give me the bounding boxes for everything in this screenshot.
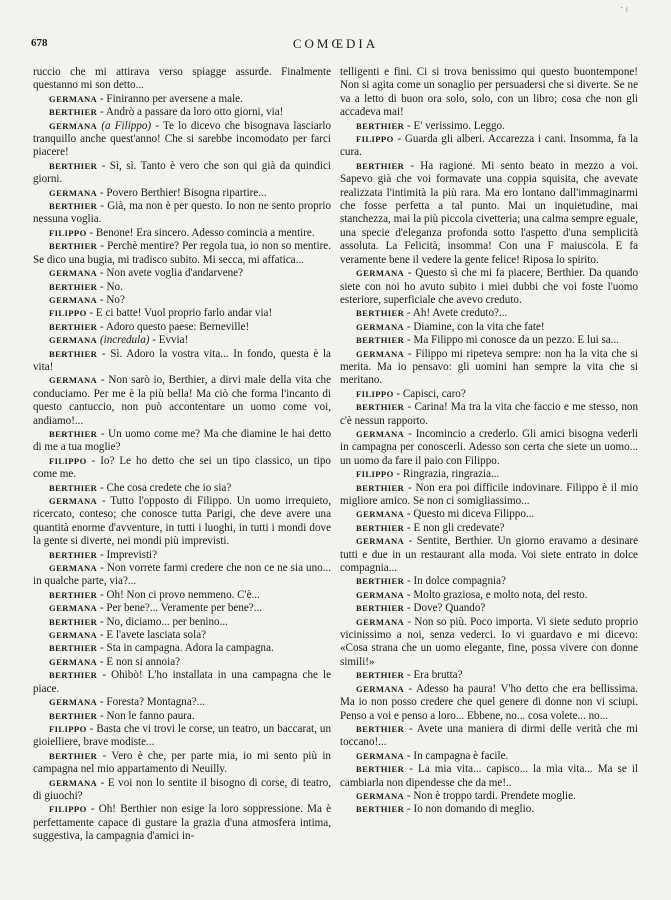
speaker-name: GERMANA <box>356 321 405 332</box>
dialogue-line: FILIPPO - Io? Le ho detto che sei un tipo classico, un tipo come me. <box>33 454 331 481</box>
speaker-name: GERMANA <box>49 697 98 708</box>
dialogue-line: BERTHIER - E non gli credevate? <box>356 521 505 534</box>
dialogue-line: GERMANA - Per bene?... Veramente per bene?... <box>49 602 263 615</box>
dialogue-line: BERTHIER - Oh! Non ci provo nemmeno. C'è... <box>49 588 260 601</box>
line-text: Oh! Berthier non esige la loro soppressione. Ma è perfettamente capace di gustare la grazia d'una atmosfera intima, suggestiva, la campagnia d'amici in- <box>33 803 331 843</box>
line-text: E non si annoia? <box>106 655 181 668</box>
dialogue-line: GERMANA (incredula) - Evvia! <box>49 334 189 347</box>
dialogue-line: GERMANA - E voi non lo sentite il bisogno di corse, di teatro, di giuochi? <box>33 776 331 802</box>
line-text: Io? Le ho detto che sei un tipo classico, un tipo come me. <box>33 454 331 481</box>
line-text: Dove? Quando? <box>413 602 486 615</box>
speaker-name: FILIPPO <box>49 308 87 319</box>
dialogue-line: GERMANA - Filippo mi ripeteva sempre: non ha la vita che si merita. Ma io pensavo: gli uomini han sempre la vita che si meritano. <box>340 347 638 387</box>
speaker-name: FILIPPO <box>49 723 87 734</box>
speaker-name: FILIPPO <box>356 388 394 399</box>
line-text: Sì, sì. Tanto è vero che son qui già da quindici giorni. <box>33 159 331 186</box>
speaker-name: BERTHIER <box>356 482 405 493</box>
dialogue-line: BERTHIER - Vero è che, per parte mia, io mi sento più in campagna nel mio appartamento di Neuilly. <box>33 749 331 776</box>
stage-direction: (a Filippo) <box>101 119 152 132</box>
dialogue-line: GERMANA - Finiranno per aversene a male. <box>49 92 243 105</box>
line-text: E' verissimo. Leggo. <box>413 119 505 132</box>
line-text: Capisci, caro? <box>402 387 466 400</box>
speaker-name: BERTHIER <box>49 616 98 627</box>
line-text: Non avete voglia d'andarvene? <box>106 267 244 280</box>
line-text: Sta in campagna. Adora la campagna. <box>106 642 274 655</box>
dialogue-line: BERTHIER - Non era poi difficile indovinare. Filippo è il mio migliore amico. Se non ci somigliassimo... <box>340 481 638 507</box>
dialogue-line: BERTHIER - Perchè mentire? Per regola tua, io non so mentire. Se dico una bugia, mi tradisco subito. Mi secca, mi affatica... <box>33 240 331 266</box>
line-text: Benone! Era sincero. Adesso comincia a mentire. <box>95 226 315 239</box>
dialogue-line: FILIPPO - Benone! Era sincero. Adesso comincia a mentire. <box>49 226 315 239</box>
speaker-name: BERTHIER <box>49 321 98 332</box>
line-text: Povero Berthier! Bisogna ripartire... <box>106 186 267 199</box>
dialogue-line: GERMANA - Non sarò io, Berthier, a dirvi male della vita che conduciamo. Per me è la più bella! Ma ciò che forma l'incanto di questo cantuccio, non può accontentare un uomo come voi, andiamo!... <box>33 374 331 427</box>
line-text: Era brutta? <box>413 669 463 682</box>
dialogue-line: GERMANA - No? <box>49 293 125 306</box>
speaker-name: FILIPPO <box>49 455 87 466</box>
speaker-name: FILIPPO <box>49 227 87 238</box>
line-text: Te lo dicevo che bisognava lasciarlo tranquillo anche quest'anno! Che si sarebbe incomodato per farci piacere! <box>33 119 332 159</box>
dialogue-line: FILIPPO - Oh! Berthier non esige la loro soppressione. Ma è perfettamente capace di gustare la grazia d'una atmosfera intima, suggestiva, la campagnia d'amici in- <box>33 803 331 843</box>
dialogue-line: GERMANA - Sentite, Berthier. Un giorno eravamo a desinare tutti e due in un restaurant alla moda. Voi siete entrato in dolce compagnia... <box>340 535 638 575</box>
line-text: Ohibò! L'ho installata in una campagna che le piace. <box>33 669 331 695</box>
speaker-name: GERMANA <box>356 616 405 627</box>
speaker-name: BERTHIER <box>356 335 405 346</box>
speaker-name: BERTHIER <box>49 670 98 681</box>
line-text: Già, ma non è per questo. Io non ne sento proprio nessuna voglia. <box>33 200 331 226</box>
line-text: E voi non lo sentite il bisogno di corse, di teatro, di giuochi? <box>33 776 331 802</box>
dialogue-line: FILIPPO - Basta che vi trovi le corse, un teatro, un baccarat, un gioielliere, brave modiste... <box>33 722 331 749</box>
line-text: E l'avete lasciata sola? <box>106 629 207 642</box>
dialogue-line: FILIPPO - Capisci, caro? <box>356 387 466 400</box>
speaker-name: BERTHIER <box>49 241 98 252</box>
dialogue-line: GERMANA - Non è troppo tardi. Prendete moglie. <box>356 789 576 802</box>
dialogue-line <box>33 66 331 93</box>
dialogue-line: BERTHIER - Adoro questo paese: Berneville! <box>49 320 250 333</box>
dialogue-line: GERMANA - Foresta? Montagna?... <box>49 696 205 709</box>
line-text: Ma Filippo mi conosce da un pezzo. E lui sa... <box>413 334 620 347</box>
speaker-name: GERMANA <box>49 496 98 506</box>
speaker-name: GERMANA <box>49 335 98 346</box>
dialogue-line: BERTHIER - Ohibò! L'ho installata in una campagna che le piace. <box>33 669 331 695</box>
speaker-name: GERMANA <box>356 589 405 600</box>
speaker-name: BERTHIER <box>356 764 405 775</box>
line-text: E ci batte! Vuol proprio farlo andar via! <box>95 307 273 320</box>
line-text: Molto graziosa, e molto nota, del resto. <box>413 588 588 601</box>
speaker-name: GERMANA <box>356 790 405 801</box>
speaker-name: GERMANA <box>49 777 98 788</box>
dialogue-line: BERTHIER - Che cosa credete che io sia? <box>49 481 232 494</box>
dialogue-line: BERTHIER - Ma Filippo mi conosce da un pezzo. E lui sa... <box>356 334 620 347</box>
line-text: Andrò a passare da loro otto giorni, via! <box>105 106 284 119</box>
speaker-name: BERTHIER <box>356 402 405 413</box>
dialogue-line: BERTHIER - Non le fanno paura. <box>49 709 195 722</box>
line-text: Adoro questo paese: Berneville! <box>105 320 250 333</box>
line-text: In campagna è facile. <box>413 749 509 762</box>
speaker-name: BERTHIER <box>356 522 405 533</box>
dialogue-line: BERTHIER - La mia vita... capisco... la mia vita... Ma se il cambiarla non dipendesse che da me!.. <box>340 763 638 789</box>
speaker-name: BERTHIER <box>49 589 98 600</box>
speaker-name: GERMANA <box>49 120 98 131</box>
line-text: Finiranno per aversene a male. <box>106 92 243 105</box>
dialogue-line: GERMANA - E l'avete lasciata sola? <box>49 629 207 642</box>
speaker-name: FILIPPO <box>356 469 394 480</box>
line-text: Vero è che, per parte mia, io mi sento più in campagna nel mio appartamento di Neuilly. <box>33 749 331 776</box>
dialogue-line: GERMANA - Non so più. Poco importa. Vi siete seduto proprio vicinissimo a noi, senza vederci. Io vi guardavo e mi dicevo: «Cosa strana che un uomo elegante, fine, possa vivere con donne simili!» <box>340 615 638 668</box>
dialogue-line: GERMANA - E non si annoia? <box>49 655 181 668</box>
speaker-name: GERMANA <box>49 93 98 104</box>
line-text: Io non domando di meglio. <box>413 803 535 816</box>
dialogue-line: GERMANA - Tutto l'opposto di Filippo. Un uomo irrequieto, ricercato, conteso; che conosce tutta Parigi, che deve avere una quantità enorme d'avventure, in tutti i luoghi, in tutti i mondi dove la gente si diverte, nei mondi più imprevisti. <box>33 495 332 548</box>
speaker-name: GERMANA <box>49 630 98 641</box>
dialogue-line: GERMANA - Diamine, con la vita che fate! <box>356 320 545 333</box>
line-text: Imprevisti? <box>106 548 158 561</box>
speaker-name: BERTHIER <box>49 428 98 439</box>
dialogue-line <box>340 66 638 120</box>
running-title: COMŒDIA <box>292 36 379 51</box>
speaker-name: BERTHIER <box>356 308 405 319</box>
line-text: Che cosa credete che io sia? <box>106 481 232 494</box>
line-text: Per bene?... Veramente per bene?... <box>106 602 263 615</box>
line-text: Perchè mentire? Per regola tua, io non so mentire. Se dico una bugia, mi tradisco subito. Mi secca, mi affatica... <box>33 240 331 266</box>
line-text: Questo sì che mi fa piacere, Berthier. Da quando siete con noi ho avuto subito i miei dubbi che voi foste l'uomo esteriore, superficiale che avevo creduto. <box>340 267 639 306</box>
dialogue-line: GERMANA - In campagna è facile. <box>356 749 509 762</box>
line-text: Non sarò io, Berthier, a dirvi male della vita che conduciamo. Per me è la più bella! Ma ciò che forma l'incanto di questo cantuccio, non può accontentare un uomo come voi, andiamo!... <box>33 374 331 427</box>
dialogue-line: GERMANA - Incomincio a crederlo. Gli amici bisogna vederli in campagna per conoscerli. Adesso son certa che siete un uomo... un uomo da fare il paio con Filippo. <box>340 427 638 467</box>
dialogue-line: GERMANA (a Filippo) - Te lo dicevo che bisognava lasciarlo tranquillo anche quest'anno! Che si sarebbe incomodato per farci piacere! <box>33 119 332 159</box>
line-text: Incomincio a crederlo. Gli amici bisogna vederli in campagna per conoscerli. Adesso son certa che siete un uomo... un uomo da fare il paio con Filippo. <box>340 427 638 467</box>
stage-direction: (incredula) <box>99 334 150 347</box>
speaker-name: BERTHIER <box>49 482 98 493</box>
dialogue-line: BERTHIER - Imprevisti? <box>49 548 158 561</box>
line-text: Diamine, con la vita che fate! <box>413 320 545 333</box>
dialogue-line: GERMANA - Molto graziosa, e molto nota, del resto. <box>356 588 588 601</box>
speaker-name: GERMANA <box>49 375 98 386</box>
line-text: Questo mi diceva Filippo... <box>413 508 535 521</box>
speaker-name: BERTHIER <box>356 120 405 131</box>
line-text: In dolce compagnia? <box>413 575 506 588</box>
left-column <box>33 66 331 844</box>
line-text: Foresta? Montagna?... <box>106 696 205 709</box>
line-text: No, diciamo... per benino... <box>106 615 228 628</box>
speaker-name: BERTHIER <box>49 348 98 359</box>
right-column <box>340 66 638 817</box>
line-text: Carina! Ma tra la vita che faccio e me stesso, non c'è nessun rapporto. <box>340 401 638 427</box>
line-text: Evvia! <box>158 334 189 347</box>
speaker-name: BERTHIER <box>49 107 98 118</box>
dialogue-line: GERMANA - Povero Berthier! Bisogna ripartire... <box>49 186 267 199</box>
dialogue-line: BERTHIER - Io non domando di meglio. <box>356 803 535 816</box>
line-text: Non le fanno paura. <box>106 709 195 722</box>
line-text: Sentite, Berthier. Un giorno eravamo a desinare tutti e due in un restaurant alla moda. Voi siete entrato in dolce compagnia... <box>340 535 638 575</box>
speaker-name: GERMANA <box>49 603 98 614</box>
speaker-name: BERTHIER <box>356 723 405 734</box>
line-text: Filippo mi ripeteva sempre: non ha la vita che si merita. Ma io pensavo: gli uomini han sempre la vita che si meritano. <box>340 347 638 387</box>
speaker-name: BERTHIER <box>356 603 405 614</box>
line-text: Non so più. Poco importa. Vi siete seduto proprio vicinissimo a noi, senza vederci. Io vi guardavo e mi dicevo: «Cosa strana che un uomo elegante, fine, possa vivere con donne simili!» <box>340 615 638 668</box>
line-text: E non gli credevate? <box>413 521 505 534</box>
speaker-name: BERTHIER <box>356 160 405 171</box>
speaker-name: BERTHIER <box>49 549 98 560</box>
speaker-name: FILIPPO <box>49 804 87 815</box>
line-text: Guarda gli alberi. Accarezza i cani. Insomma, fa la cura. <box>340 133 638 159</box>
line-text: Ah! Avete creduto?... <box>412 307 508 320</box>
speaker-name: BERTHIER <box>49 643 98 654</box>
dialogue-line: BERTHIER - Era brutta? <box>356 669 463 682</box>
speaker-name: GERMANA <box>356 348 405 359</box>
line-text: Un uomo come me? Ma che diamine le hai detto di me a tua moglie? <box>33 427 331 454</box>
dialogue-line: BERTHIER - Dove? Quando? <box>356 602 486 615</box>
speaker-name: GERMANA <box>356 750 405 761</box>
line-text: Ringrazia, ringrazia... <box>402 468 500 481</box>
speaker-name: BERTHIER <box>49 160 98 171</box>
speaker-name: GERMANA <box>356 683 405 694</box>
dialogue-line: BERTHIER - No. <box>49 280 123 293</box>
dialogue-line: FILIPPO - Guarda gli alberi. Accarezza i cani. Insomma, fa la cura. <box>340 133 638 159</box>
line-text: No. <box>106 280 123 293</box>
dialogue-line: GERMANA - Adesso ha paura! V'ho detto che era bellissima. Ma io non posso credere che quel genere di donne non vi sciupi. Penso a voi e penso a loro... Ebbene, no... cosa volete... no... <box>340 682 638 722</box>
speaker-name: GERMANA <box>49 294 98 305</box>
dialogue-line: GERMANA - Questo sì che mi fa piacere, Berthier. Da quando siete con noi ho avuto subito i miei dubbi che voi foste l'uomo esteriore, superficiale che avevo creduto. <box>340 267 639 306</box>
line-text: telligenti e fini. Ci si trova benissimo qui questo buontempone! Non si agita come un sonaglio per persuadersi che si diverte. Se ne va a letto di buon ora solo, solo, con un libro; cosa che non gli accadeva mai! <box>340 66 638 119</box>
line-text: Non era poi difficile indovinare. Filippo è il mio migliore amico. Se non ci somigliassimo... <box>340 481 638 507</box>
speaker-name: GERMANA <box>356 536 405 547</box>
line-text: Non è troppo tardi. Prendete moglie. <box>413 789 576 802</box>
dialogue-line: BERTHIER - Carina! Ma tra la vita che faccio e me stesso, non c'è nessun rapporto. <box>340 401 638 427</box>
line-text: La mia vita... capisco... la mia vita... Ma se il cambiarla non dipendesse che da me!.. <box>340 763 638 789</box>
line-text: Basta che vi trovi le corse, un teatro, un baccarat, un gioielliere, brave modiste... <box>33 722 331 749</box>
dialogue-line: BERTHIER - Andrò a passare da loro otto giorni, via! <box>49 106 284 119</box>
dialogue-line: BERTHIER - In dolce compagnia? <box>356 575 506 588</box>
speaker-name: BERTHIER <box>49 710 98 721</box>
dialogue-line: BERTHIER - Sì. Adoro la vostra vita... In fondo, questa è la vita! <box>33 347 331 373</box>
dialogue-line: BERTHIER - Sta in campagna. Adora la campagna. <box>49 642 274 655</box>
speaker-name: GERMANA <box>49 187 98 198</box>
speaker-name: FILIPPO <box>356 134 394 145</box>
line-text: Sì. Adoro la vostra vita... In fondo, questa è la vita! <box>33 347 331 373</box>
dialogue-line: GERMANA - Questo mi diceva Filippo... <box>356 508 535 521</box>
speaker-name: BERTHIER <box>356 576 405 587</box>
speaker-name: GERMANA <box>356 509 405 520</box>
dialogue-line: GERMANA - Non avete voglia d'andarvene? <box>49 267 244 280</box>
line-text: ruccio che mi attirava verso spiagge assurde. Finalmente questanno mi son detto... <box>33 66 331 92</box>
dialogue-line: BERTHIER - E' verissimo. Leggo. <box>356 119 505 132</box>
line-text: Non vorrete farmi credere che non ce ne sia uno... in qualche parte, via?... <box>33 562 331 588</box>
page-number: 678 <box>31 37 48 49</box>
dialogue-line: FILIPPO - E ci batte! Vuol proprio farlo andar via! <box>49 307 273 320</box>
line-text: No? <box>106 293 125 306</box>
line-text: Tutto l'opposto di Filippo. Un uomo irrequieto, ricercato, conteso; che conosce tutta Parigi, che deve avere una quantità enorme d'avventure, in tutti i luoghi, in tutti i mondi dove la gente si diverte, nei mondi più imprevisti. <box>33 495 332 548</box>
dialogue-line: BERTHIER - Ha ragione. Mi sento beato in mezzo a voi. Sapevo già che voi formavate una coppia squisita, che avevate realizzata l'intimità la più rara. Ma ero lontano dall'immaginarmi che fosse perfetta a tal punto. Mai un inquietudine, mai stanchezza, mai la più piccola civetteria; una calma sempre eguale, una specie d'eleganza profonda sotto l'aspetto d'una semplicità assoluta. La Felicità, insomma! Con una F maiuscola. E fa veramente bene il vedere la gente felice! Riposa lo spirito. <box>340 159 638 266</box>
dialogue-line: BERTHIER - Sì, sì. Tanto è vero che son qui già da quindici giorni. <box>33 159 331 186</box>
line-text: Oh! Non ci provo nemmeno. C'è... <box>106 588 260 601</box>
speaker-name: GERMANA <box>356 268 405 279</box>
line-text: Adesso ha paura! V'ho detto che era bellissima. Ma io non posso credere che quel genere di donne non vi sciupi. Penso a voi e penso a loro... Ebbene, no... cosa volete... no... <box>340 682 638 722</box>
dialogue-line: BERTHIER - Un uomo come me? Ma che diamine le hai detto di me a tua moglie? <box>33 427 331 454</box>
dialogue-line: BERTHIER - Ah! Avete creduto?... <box>356 307 508 320</box>
speaker-name: BERTHIER <box>356 670 405 681</box>
line-text: Avete una maniera di dirmi delle verità che mi toccano!... <box>340 722 638 749</box>
speaker-name: GERMANA <box>356 428 405 439</box>
speaker-name: BERTHIER <box>49 750 98 761</box>
speaker-name: BERTHIER <box>49 281 98 292</box>
speaker-name: GERMANA <box>49 268 98 279</box>
dialogue-line: BERTHIER - Avete una maniera di dirmi delle verità che mi toccano!... <box>340 722 638 749</box>
speaker-name: GERMANA <box>49 656 98 667</box>
speaker-name: GERMANA <box>49 563 98 574</box>
dialogue-line: FILIPPO - Ringrazia, ringrazia... <box>356 468 500 481</box>
line-text: Ha ragione. Mi sento beato in mezzo a voi. Sapevo già che voi formavate una coppia squisita, che avevate realizzata l'intimità la più rara. Ma ero lontano dall'immaginarmi che fosse perfetta a tal punto. Mai un inquietudine, mai stanchezza, mai la più piccola civetteria; una calma sempre eguale, una specie d'eleganza profonda sotto l'aspetto d'una semplicità assoluta. La Felicità, insomma! Con una F maiuscola. E fa veramente bene il vedere la gente felice! Riposa lo spirito. <box>340 159 638 266</box>
speaker-name: BERTHIER <box>356 804 405 815</box>
dialogue-line: BERTHIER - Già, ma non è per questo. Io non ne sento proprio nessuna voglia. <box>33 200 331 226</box>
dialogue-line: GERMANA - Non vorrete farmi credere che non ce ne sia uno... in qualche parte, via?... <box>33 562 331 588</box>
dialogue-line: BERTHIER - No, diciamo... per benino... <box>49 615 228 628</box>
speaker-name: BERTHIER <box>49 201 98 212</box>
corner-mark: ˙ ᴵ <box>620 6 628 17</box>
